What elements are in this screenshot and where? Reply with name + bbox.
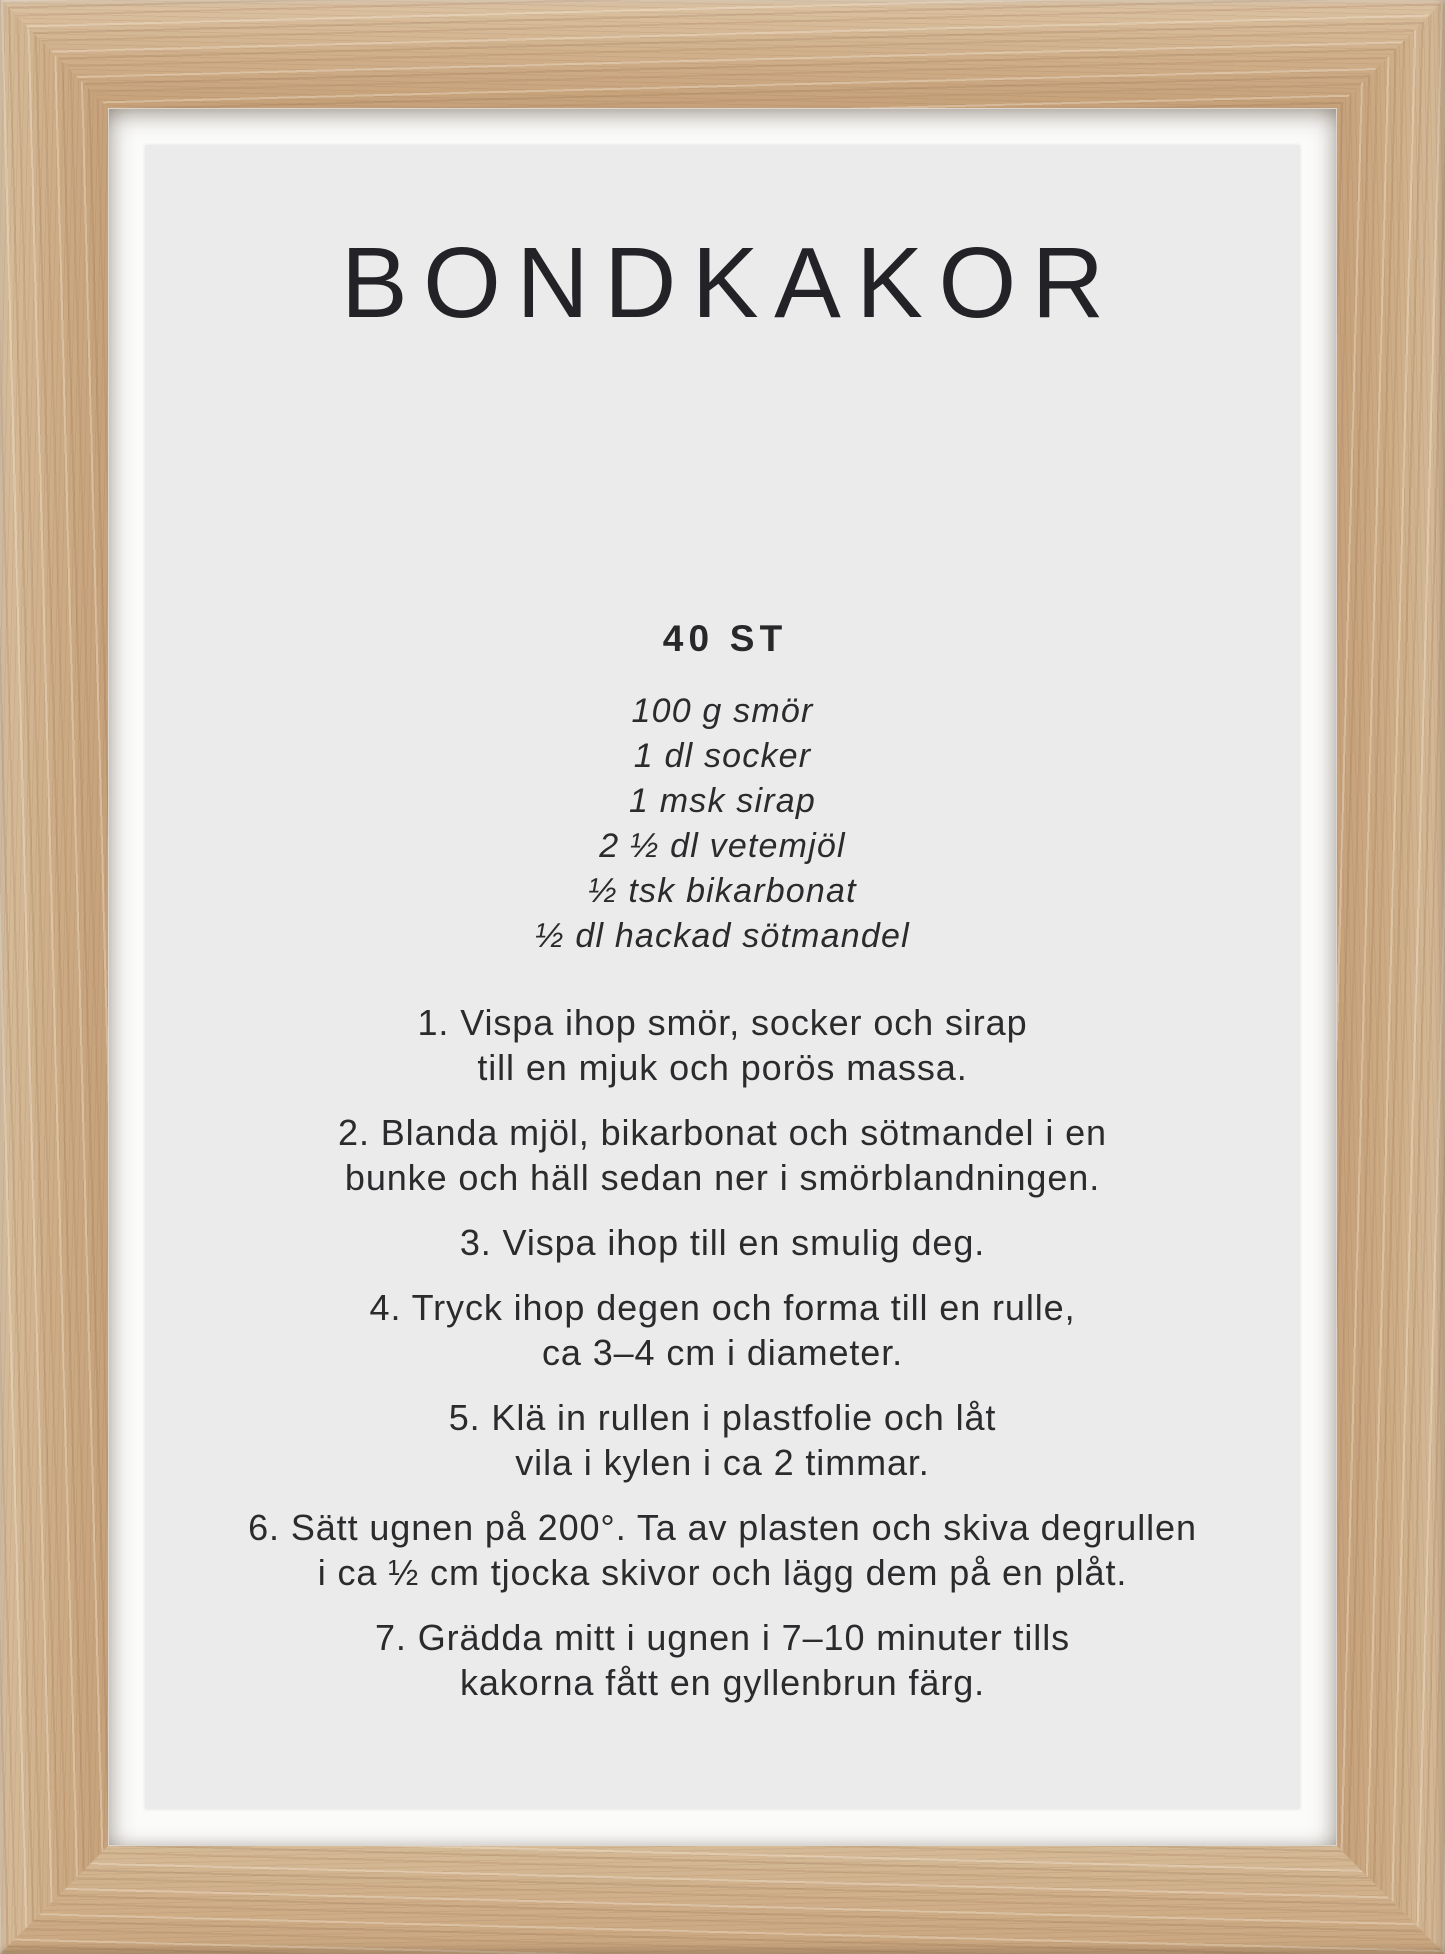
ingredient-line: ½ dl hackad sötmandel: [535, 917, 910, 955]
step-line: till en mjuk och porös massa.: [477, 1047, 968, 1088]
instruction-list: [145, 1000, 1300, 1705]
ingredient-line: ½ tsk bikarbonat: [588, 872, 857, 910]
step-line: 1. Vispa ihop smör, socker och sirap: [417, 1002, 1028, 1043]
frame-edge-bottom: [0, 1846, 1445, 1954]
step-line: i ca ½ cm tjocka skivor och lägg dem på en plåt.: [317, 1552, 1128, 1593]
recipe-poster: [145, 145, 1300, 1809]
recipe-step: [145, 1615, 1300, 1705]
frame-edge-top: [0, 0, 1445, 108]
step-line: 4. Tryck ihop degen och forma till en rulle,: [369, 1287, 1076, 1328]
yield-label: 40 ST: [662, 618, 788, 659]
recipe-step: [145, 1285, 1300, 1375]
step-line: 3. Vispa ihop till en smulig deg.: [459, 1222, 986, 1263]
ingredient-list: [145, 689, 1300, 959]
step-line: vila i kylen i ca 2 timmar.: [515, 1442, 930, 1483]
step-line: 5. Klä in rullen i plastfolie och låt: [448, 1397, 997, 1438]
frame-edge-left: [0, 0, 108, 1954]
step-line: ca 3–4 cm i diameter.: [541, 1332, 904, 1373]
step-line: bunke och häll sedan ner i smörblandningen.: [344, 1157, 1101, 1198]
step-line: 7. Grädda mitt i ugnen i 7–10 minuter tills: [374, 1617, 1071, 1658]
ingredient-line: 2 ½ dl vetemjöl: [599, 827, 846, 865]
recipe-step: [145, 1110, 1300, 1200]
step-line: 6. Sätt ugnen på 200°. Ta av plasten och skiva degrullen: [248, 1507, 1197, 1548]
ingredient-line: 1 dl socker: [633, 737, 812, 775]
mat-board: [108, 108, 1337, 1846]
frame-edge-right: [1337, 0, 1445, 1954]
recipe-step: [145, 1000, 1300, 1090]
step-line: kakorna fått en gyllenbrun färg.: [459, 1662, 986, 1703]
ingredient-line: 100 g smör: [631, 692, 814, 730]
ingredient-line: 1 msk sirap: [629, 782, 816, 820]
recipe-step: [145, 1220, 1300, 1265]
recipe-title: BONDKAKOR: [340, 227, 1120, 339]
recipe-step: [145, 1395, 1300, 1485]
recipe-step: [145, 1505, 1300, 1595]
step-line: 2. Blanda mjöl, bikarbonat och sötmandel i en: [338, 1112, 1107, 1153]
